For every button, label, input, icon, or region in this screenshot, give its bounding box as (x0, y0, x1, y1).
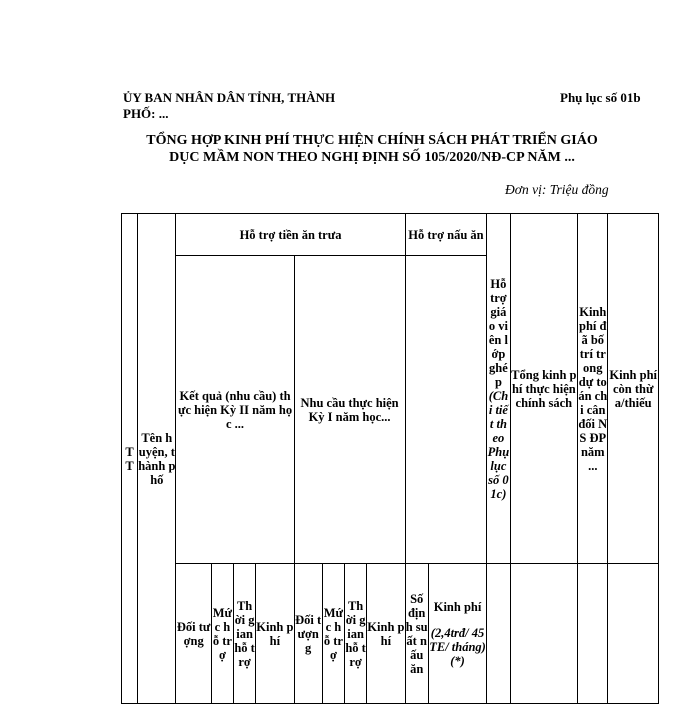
leaf-rate-need: Mức hỗ trợ (322, 564, 344, 704)
col-header-tt: TT (122, 214, 138, 704)
leaf-remaining-empty (608, 564, 659, 704)
appendix-label: Phụ lục số 01b (560, 90, 641, 105)
col-header-district: Tên huyện, thành phố (138, 214, 176, 704)
issuing-agency (123, 90, 383, 122)
leaf-cost-result: Kinh phí (256, 564, 294, 704)
leaf-subjects-result: Đối tượng (176, 564, 211, 704)
leaf-cooking-cost-note: (2,4trđ/ 45TE/ tháng) (*) (429, 625, 486, 668)
teacher-support-note: (Chi tiết theo Phụ lục số 01c) (487, 388, 510, 501)
subheader-need-term1: Nhu cầu thực hiện Kỳ I năm học... (294, 256, 405, 564)
col-header-total-cost: Tổng kinh phí thực hiện chính sách (510, 214, 578, 564)
cooking-spacer-cell (405, 256, 487, 564)
group-header-cooking-support: Hỗ trợ nấu ăn (405, 214, 487, 256)
leaf-cooking-cost-label: Kinh phí (433, 599, 482, 614)
document-title (122, 132, 622, 166)
leaf-subjects-need: Đối tượng (294, 564, 322, 704)
leaf-rate-result: Mức hỗ trợ (211, 564, 233, 704)
document-title-line1: TỔNG HỢP KINH PHÍ THỰC HIỆN CHÍNH SÁCH PHÁT TRIỂN GIÁO (146, 133, 598, 148)
summary-table (121, 213, 659, 704)
subheader-result-term2: Kết quả (nhu cầu) thực hiện Kỳ II năm học ... (176, 256, 294, 564)
col-header-remaining: Kinh phí còn thừa/thiếu (608, 214, 659, 564)
teacher-support-label: Hỗ trợ giáo viên lớp ghép (488, 276, 508, 389)
issuing-agency-line2: PHỐ: ... (123, 106, 169, 121)
unit-label: Đơn vị: Triệu đồng (505, 182, 609, 197)
issuing-agency-line1: ỦY BAN NHÂN DÂN TỈNH, THÀNH (123, 90, 336, 105)
col-header-allocated-budget: Kinh phí đã bố trí trong dự toán chi cân đối NS ĐP năm ... (578, 214, 608, 564)
group-header-lunch-support: Hỗ trợ tiền ăn trưa (176, 214, 405, 256)
leaf-cost-need: Kinh phí (367, 564, 405, 704)
leaf-cooks-count: Số định suất nấu ăn (405, 564, 428, 704)
col-header-teacher-support (487, 214, 510, 564)
leaf-teacher-support-empty (487, 564, 510, 704)
leaf-time-need: Thời gian hỗ trợ (345, 564, 367, 704)
leaf-total-empty (510, 564, 578, 704)
leaf-cooking-cost (428, 564, 487, 704)
leaf-time-result: Thời gian hỗ trợ (234, 564, 256, 704)
document-title-line2: DỤC MẦM NON THEO NGHỊ ĐỊNH SỐ 105/2020/NĐ-CP NĂM ... (169, 150, 575, 165)
leaf-allocated-empty (578, 564, 608, 704)
